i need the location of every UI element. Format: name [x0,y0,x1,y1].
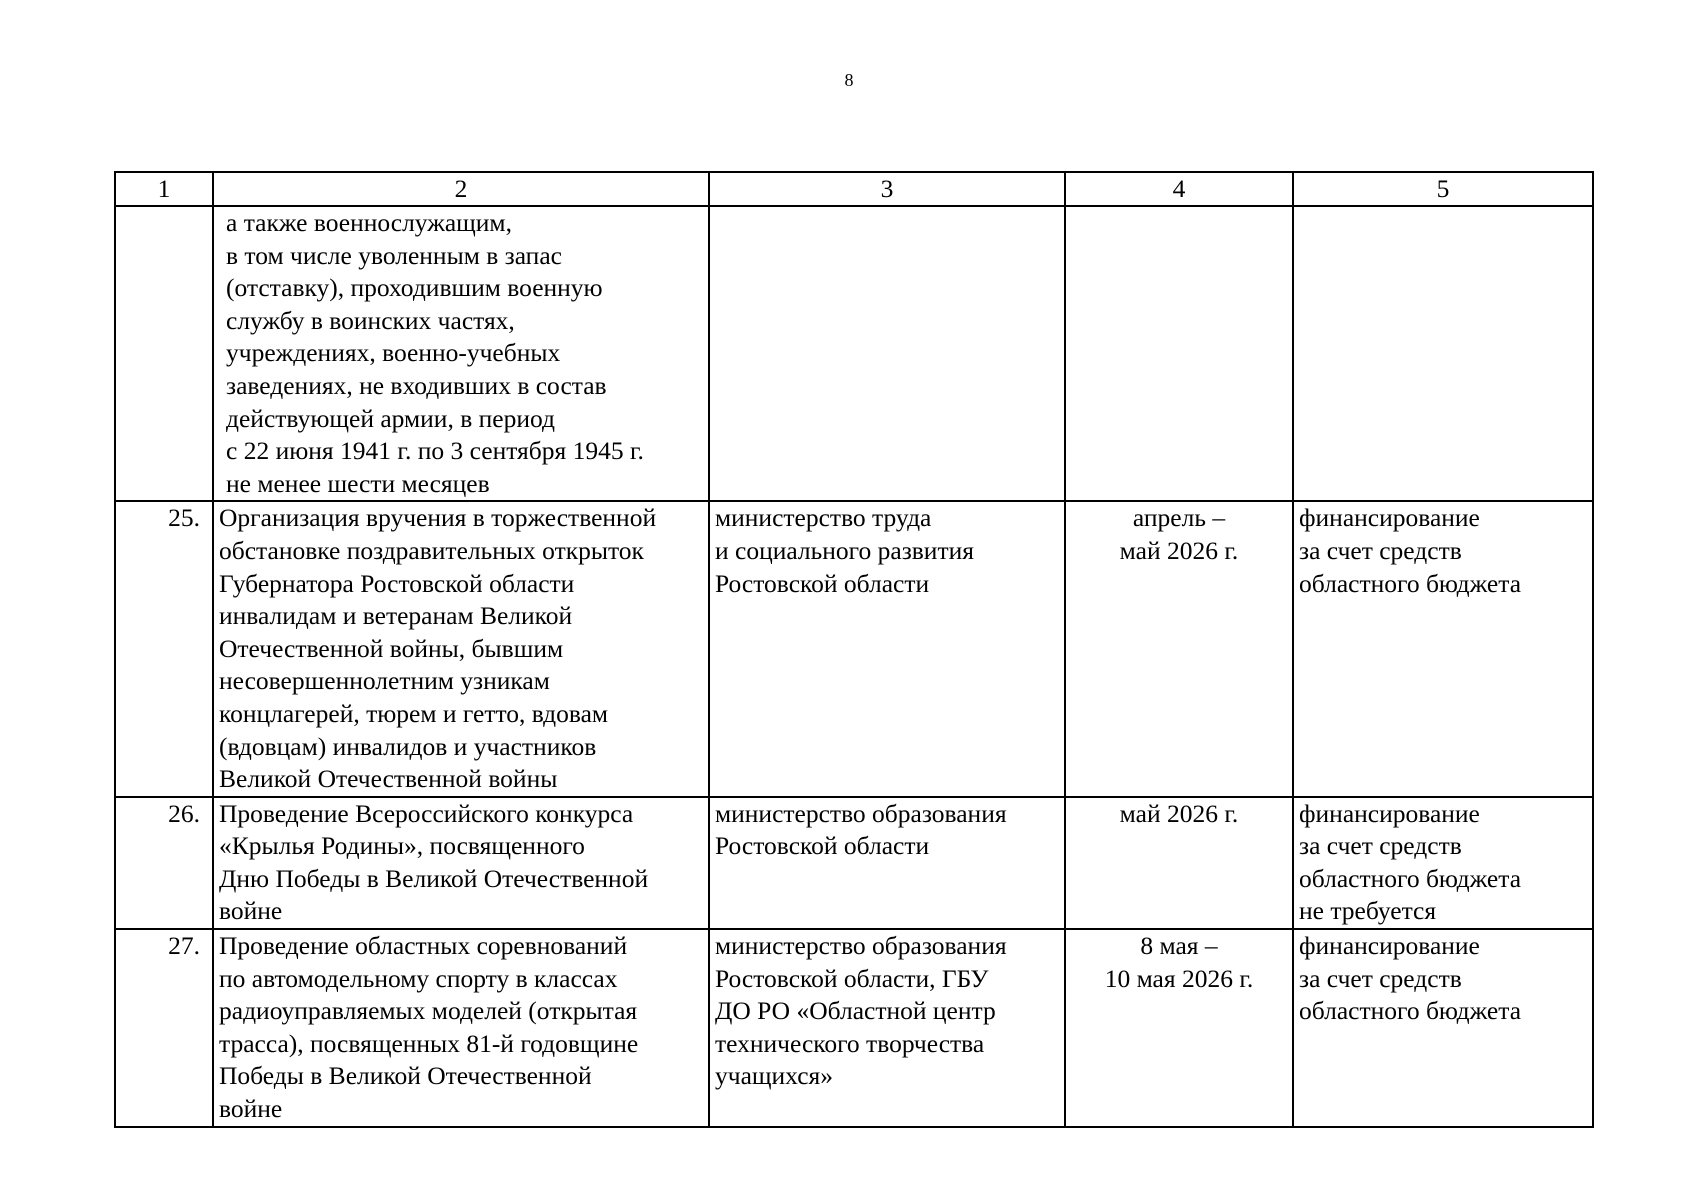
finance-cell [1293,929,1593,1127]
cell-line: учащихся» [715,1061,833,1091]
date-cell [1065,501,1293,796]
events-table [114,171,1594,1128]
cell-line: (вдовцам) инвалидов и участников [219,731,597,761]
cell-line: май 2026 г. [1119,798,1239,828]
row-number: 26. [115,797,213,929]
cell-line: в том числе уволенным в запас [226,240,562,270]
cell-line: трасса), посвященных 81-й годовщине [219,1028,639,1058]
cell-line: министерство образования [715,931,1007,961]
executor-cell [709,929,1065,1127]
cell-line: «Крылья Родины», посвященного [219,831,585,861]
table-row [115,929,1593,1127]
header-col-4: 4 [1065,172,1293,206]
cell-line: концлагерей, тюрем и гетто, вдовам [219,698,609,728]
cell-line: Ростовской области, ГБУ [715,963,989,993]
cell-line: (отставку), проходившим военную [226,273,603,303]
date-cell [1065,929,1293,1127]
cell-line: заведениях, не входивших в состав [226,370,607,400]
cell-line: финансирование [1299,798,1480,828]
event-cell [213,929,709,1127]
table-body [115,206,1593,1127]
executor-cell [709,797,1065,929]
cell-line: войне [219,896,283,926]
date-cell [1065,206,1293,501]
cell-line: Отечественной войны, бывшим [219,633,564,663]
cell-line: областного бюджета [1299,863,1522,893]
cell-line: и социального развития [715,535,974,565]
cell-line: апрель – [1132,503,1226,533]
event-cell [213,797,709,929]
cell-line: май 2026 г. [1119,535,1239,565]
header-row [115,172,1593,206]
cell-line: финансирование [1299,931,1480,961]
table-header [115,172,1593,206]
row-number: 25. [115,501,213,796]
finance-cell [1293,797,1593,929]
cell-line: войне [219,1094,283,1124]
cell-line: за счет средств [1299,535,1462,565]
row-number: 27. [115,929,213,1127]
executor-cell [709,501,1065,796]
cell-line: областного бюджета [1299,568,1522,598]
cell-line: министерство труда [715,503,932,533]
header-col-1: 1 [115,172,213,206]
finance-cell [1293,206,1593,501]
cell-line: 8 мая – [1140,931,1218,961]
cell-line: несовершеннолетним узникам [219,666,550,696]
cell-line: Дню Победы в Великой Отечественной [219,863,649,893]
cell-line: Ростовской области [715,568,930,598]
date-cell [1065,797,1293,929]
cell-line: Организация вручения в торжественной [219,503,657,533]
row-number [115,206,213,501]
cell-line: инвалидам и ветеранам Великой [219,601,573,631]
cell-line: областного бюджета [1299,996,1522,1026]
cell-line: Ростовской области [715,831,930,861]
cell-line: за счет средств [1299,963,1462,993]
cell-line: обстановке поздравительных открыток [219,535,644,565]
cell-line: службу в воинских частях, [226,305,515,335]
header-col-2: 2 [213,172,709,206]
cell-line: финансирование [1299,503,1480,533]
cell-line: не требуется [1299,896,1437,926]
cell-line: действующей армии, в период [226,403,555,433]
cell-line: не менее шести месяцев [226,468,490,498]
page-number: 8 [844,70,854,90]
cell-line: а также военнослужащим, [226,208,512,237]
cell-line: Проведение Всероссийского конкурса [219,798,634,828]
cell-line: 10 мая 2026 г. [1104,963,1254,993]
cell-line: радиоуправляемых моделей (открытая [219,996,638,1026]
cell-line: по автомодельному спорту в классах [219,963,618,993]
cell-line: министерство образования [715,798,1007,828]
header-col-5: 5 [1293,172,1593,206]
table-row [115,206,1593,501]
cell-line: Победы в Великой Отечественной [219,1061,592,1091]
cell-line: учреждениях, военно-учебных [226,338,561,368]
cell-line: Великой Отечественной войны [219,764,558,794]
cell-line: Губернатора Ростовской области [219,568,575,598]
finance-cell [1293,501,1593,796]
cell-line: за счет средств [1299,831,1462,861]
cell-line: ДО РО «Областной центр [715,996,996,1026]
executor-cell [709,206,1065,501]
table-row [115,797,1593,929]
cell-line: Проведение областных соревнований [219,931,628,961]
cell-line: с 22 июня 1941 г. по 3 сентября 1945 г. [226,436,644,466]
cell-line: технического творчества [715,1028,985,1058]
table-row [115,501,1593,796]
event-cell [213,206,709,501]
event-cell [213,501,709,796]
header-col-3: 3 [709,172,1065,206]
